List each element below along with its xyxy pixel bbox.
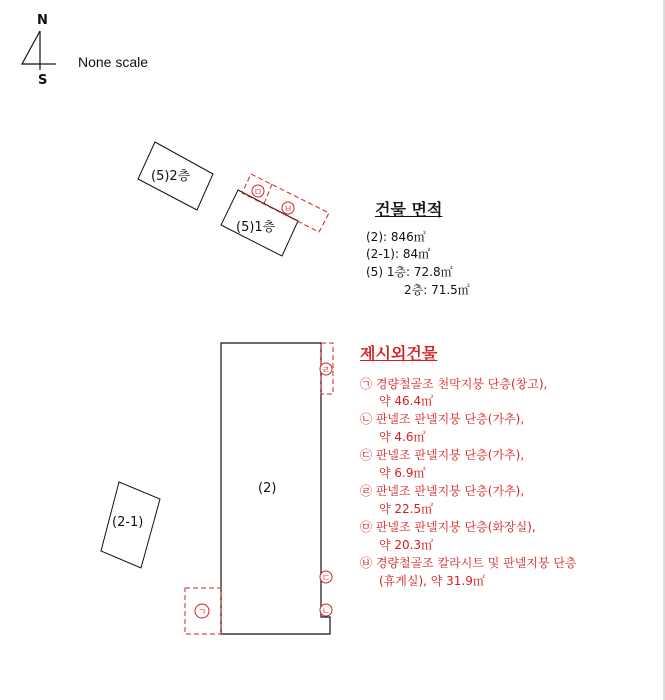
area-line: (2): 846㎡ <box>366 230 426 244</box>
svg-text:ㄹ: ㄹ <box>321 366 331 376</box>
area-line: (2-1): 84㎡ <box>366 247 431 261</box>
bieup-marker <box>282 202 294 215</box>
svg-text:ㅂ: ㅂ <box>283 205 293 215</box>
north-arrow-icon <box>22 31 56 70</box>
nieun-marker <box>320 604 332 617</box>
area-line: 2층: 71.5㎡ <box>404 283 470 297</box>
excluded-item-area: (휴게실), 약 31.9㎡ <box>379 574 485 588</box>
area-line: (5) 1층: 72.8㎡ <box>366 265 453 279</box>
building-2-label: (2) <box>258 481 277 496</box>
excluded-item-line: ㉤ 판넬조 판넬지붕 단층(화장실), <box>360 520 536 534</box>
giyeok-marker <box>195 604 209 618</box>
rieul-marker <box>320 363 332 376</box>
mieum-marker <box>252 185 264 198</box>
building-5-2f-label: (5)2층 <box>151 169 191 184</box>
area-section-title: 건물 면적 <box>375 200 443 219</box>
svg-text:ㄷ: ㄷ <box>321 574 331 584</box>
svg-text:ㅁ: ㅁ <box>253 188 263 198</box>
excluded-item-area: 약 6.9㎡ <box>379 466 426 480</box>
excluded-item-line: ㉥ 경량철골조 칼라시트 및 판넬지붕 단층 <box>360 556 577 570</box>
excluded-item-area: 약 4.6㎡ <box>379 430 426 444</box>
compass-north-label: N <box>37 13 48 28</box>
excluded-item-line: ㉡ 판넬조 판넬지붕 단층(가추), <box>360 412 525 426</box>
building-5-1f-label: (5)1층 <box>236 220 276 235</box>
excluded-item-line: ㉠ 경량철골조 천막지붕 단층(창고), <box>360 377 548 391</box>
svg-text:ㄴ: ㄴ <box>321 607 331 617</box>
excluded-item-area: 약 22.5㎡ <box>379 502 434 516</box>
building-2-1-label: (2-1) <box>112 515 144 530</box>
digeut-marker <box>320 571 332 584</box>
svg-text:ㄱ: ㄱ <box>197 608 207 618</box>
excluded-section-title: 제시외건물 <box>360 344 438 363</box>
excluded-item-line: ㉢ 판넬조 판넬지붕 단층(가추), <box>360 448 525 462</box>
excluded-item-area: 약 20.3㎡ <box>379 538 434 552</box>
excluded-item-area: 약 46.4㎡ <box>379 394 434 408</box>
compass-south-label: S <box>38 73 48 88</box>
scale-note: None scale <box>78 54 149 70</box>
excluded-item-line: ㉣ 판넬조 판넬지붕 단층(가추), <box>360 484 525 498</box>
